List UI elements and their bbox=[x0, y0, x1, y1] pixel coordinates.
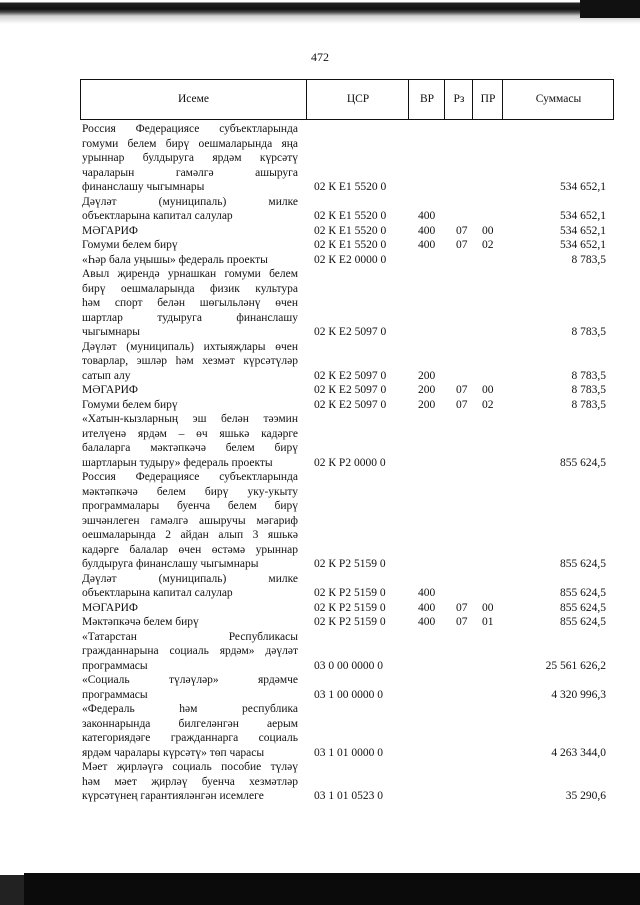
row-name-line: «Хатын-кызларның эш белән тәэмин bbox=[82, 413, 298, 425]
row-name-line: Дәүләт (муниципаль) милке bbox=[82, 195, 298, 208]
row-name-line: товарлар, эшләр һәм хезмәт күрсәтүләр bbox=[82, 355, 298, 367]
row-csr: 02 К Е2 5097 0 bbox=[314, 384, 387, 396]
row-name-line: объектларына капитал салулар bbox=[82, 210, 233, 222]
row-name-line: МӘГАРИФ bbox=[82, 384, 139, 396]
row-name-line: Россия Федерациясе субъектларында bbox=[82, 123, 298, 135]
row-sum: 4 320 996,3 bbox=[551, 688, 606, 701]
row-name-line: объектларына капитал салулар bbox=[82, 587, 233, 599]
row-name bbox=[82, 760, 298, 804]
table-row bbox=[0, 470, 640, 572]
header-pr: ПР bbox=[472, 80, 503, 119]
row-csr: 03 1 01 0000 0 bbox=[314, 746, 383, 759]
row-sum: 534 652,1 bbox=[560, 239, 606, 251]
row-name bbox=[82, 702, 298, 760]
row-name-line: бирү оешмаларында физик культура bbox=[82, 282, 298, 295]
table-row bbox=[0, 253, 640, 268]
row-name bbox=[82, 267, 298, 340]
row-name-line: категориядәге гражданнарга социаль bbox=[82, 732, 298, 744]
row-name bbox=[82, 601, 298, 616]
row-csr: 02 К Р2 5159 0 bbox=[314, 558, 386, 570]
table-row bbox=[0, 630, 640, 674]
row-name-line: Дәүләт (муниципаль) милке bbox=[82, 572, 298, 585]
table-row bbox=[0, 601, 640, 616]
row-vr: 400 bbox=[418, 587, 436, 599]
row-name bbox=[82, 224, 298, 239]
header-vr: ВР bbox=[408, 80, 445, 119]
row-name-line: шартлар тудыруга финанслашу bbox=[82, 311, 298, 324]
row-name bbox=[82, 673, 298, 702]
row-name-line: программасы bbox=[82, 688, 148, 701]
row-name-line: һәм спорт белән шөгыльләнү өчен bbox=[82, 297, 298, 309]
row-name-line: гомуми белем бирү оешмаларында яңа bbox=[82, 137, 298, 150]
row-csr: 02 К Е2 5097 0 bbox=[314, 326, 387, 338]
table-row bbox=[0, 224, 640, 239]
row-vr: 400 bbox=[418, 239, 436, 251]
row-name-line: Гомуми белем бирү bbox=[82, 398, 178, 411]
row-rz: 07 bbox=[456, 616, 468, 628]
row-name-line: Гомуми белем бирү bbox=[82, 239, 178, 251]
row-csr: 02 К Р2 5159 0 bbox=[314, 587, 386, 599]
row-csr: 02 К Е2 5097 0 bbox=[314, 369, 387, 382]
row-vr: 400 bbox=[418, 601, 436, 614]
row-rz: 07 bbox=[456, 398, 468, 411]
row-name-line: финанслашу чыгымнары bbox=[82, 181, 205, 193]
table-row bbox=[0, 383, 640, 398]
row-csr: 02 К Р2 5159 0 bbox=[314, 616, 386, 628]
row-name-line: Россия Федерациясе субъектларында bbox=[82, 471, 298, 483]
row-pr: 00 bbox=[482, 224, 494, 237]
row-sum: 855 624,5 bbox=[560, 456, 606, 469]
header-name: Исеме bbox=[177, 93, 210, 105]
row-name-line: МӘГАРИФ bbox=[82, 224, 139, 237]
row-name-line: чыгымнары bbox=[82, 326, 140, 338]
row-name-line: урыннар булдыруга ярдәм күрсәтү bbox=[82, 152, 298, 164]
row-sum: 534 652,1 bbox=[560, 224, 606, 237]
row-name-line: «Татарстан Республикасы bbox=[82, 630, 298, 643]
row-csr: 02 К Е1 5520 0 bbox=[314, 181, 387, 193]
row-sum: 8 783,5 bbox=[571, 253, 606, 266]
row-name bbox=[82, 630, 298, 674]
row-vr: 200 bbox=[418, 369, 436, 382]
row-name bbox=[82, 238, 298, 253]
scan-edge-top-right bbox=[580, 0, 640, 18]
table-header bbox=[80, 79, 614, 120]
row-name bbox=[82, 398, 298, 413]
row-name-line: Мәет җирләүгә социаль пособие түләү bbox=[82, 761, 298, 773]
row-sum: 855 624,5 bbox=[560, 616, 606, 628]
row-name bbox=[82, 383, 298, 398]
header-rz: Рз bbox=[444, 80, 473, 119]
row-vr: 200 bbox=[418, 384, 436, 396]
row-vr: 400 bbox=[418, 210, 436, 222]
table-row bbox=[0, 412, 640, 470]
row-sum: 8 783,5 bbox=[571, 326, 606, 338]
row-name-line: оешмаларында 2 айдан алып 3 яшькә bbox=[82, 529, 298, 541]
row-sum: 855 624,5 bbox=[560, 587, 606, 599]
row-name-line: һәм мәет җирләү буенча хезмәтләр bbox=[82, 775, 298, 788]
row-name-line: чараларын гамәлгә ашыруга bbox=[82, 166, 298, 179]
row-rz: 07 bbox=[456, 384, 468, 396]
page-number: 472 bbox=[311, 50, 329, 64]
row-vr: 400 bbox=[418, 224, 436, 237]
row-name bbox=[82, 122, 298, 195]
scan-edge-bottom bbox=[24, 873, 640, 905]
header-sum: Суммасы bbox=[502, 80, 614, 119]
row-name-line: кадәрге балалар өчен өстәмә урыннар bbox=[82, 543, 298, 556]
row-vr: 200 bbox=[418, 398, 436, 411]
row-pr: 02 bbox=[482, 398, 494, 411]
row-name-line: МӘГАРИФ bbox=[82, 601, 139, 614]
row-rz: 07 bbox=[456, 239, 468, 251]
row-sum: 534 652,1 bbox=[560, 181, 606, 193]
row-csr: 02 К Е1 5520 0 bbox=[314, 239, 387, 251]
table-row bbox=[0, 267, 640, 340]
row-csr: 02 К Е2 5097 0 bbox=[314, 398, 387, 411]
row-csr: 03 1 01 0523 0 bbox=[314, 790, 383, 802]
row-name-line: ярдәм чаралары күрсәтү» төп чарасы bbox=[82, 746, 265, 759]
row-csr: 02 К Е2 0000 0 bbox=[314, 253, 387, 266]
table-row bbox=[0, 195, 640, 224]
row-name bbox=[82, 572, 298, 601]
row-name bbox=[82, 340, 298, 384]
table-row bbox=[0, 572, 640, 601]
table-row bbox=[0, 673, 640, 702]
row-name-line: Дәүләт (муниципаль) ихтыяҗлары өчен bbox=[82, 340, 298, 353]
row-csr: 02 К Е1 5520 0 bbox=[314, 224, 387, 237]
row-name-line: программалары буенча белем бирү bbox=[82, 500, 298, 512]
row-pr: 02 bbox=[482, 239, 494, 251]
row-rz: 07 bbox=[456, 224, 468, 237]
row-pr: 01 bbox=[482, 616, 494, 628]
row-name-line: шартларын тудыру» федераль проекты bbox=[82, 456, 273, 469]
row-name-line: Авыл җирендә урнашкан гомуми белем bbox=[82, 268, 298, 280]
row-name-line: гражданнарына социаль ярдәм» дәүләт bbox=[82, 645, 298, 657]
row-pr: 00 bbox=[482, 384, 494, 396]
row-sum: 8 783,5 bbox=[571, 369, 606, 382]
row-csr: 03 0 00 0000 0 bbox=[314, 659, 383, 672]
row-name-line: «Федераль һәм республика bbox=[82, 703, 298, 715]
table-row bbox=[0, 702, 640, 760]
row-sum: 534 652,1 bbox=[560, 210, 606, 222]
row-csr: 02 К Р2 5159 0 bbox=[314, 601, 386, 614]
row-name bbox=[82, 253, 298, 268]
row-vr: 400 bbox=[418, 616, 436, 628]
row-name-line: булдыруга финанслашу чыгымнары bbox=[82, 558, 259, 570]
row-csr: 02 К Е1 5520 0 bbox=[314, 210, 387, 222]
row-sum: 8 783,5 bbox=[571, 398, 606, 411]
row-sum: 35 290,6 bbox=[565, 790, 606, 802]
row-name-line: мәктәпкәчә белем бирү уку-укыту bbox=[82, 485, 298, 498]
row-pr: 00 bbox=[482, 601, 494, 614]
row-name-line: «Һәр бала уңышы» федераль проекты bbox=[82, 253, 268, 266]
row-name-line: балаларга мәктәпкәчә белем бирү bbox=[82, 442, 298, 454]
row-name bbox=[82, 412, 298, 470]
row-name-line: ителүенә ярдәм – өч яшькә кадәрге bbox=[82, 427, 298, 440]
row-name-line: Мәктәпкәчә белем бирү bbox=[82, 616, 199, 628]
row-name-line: законнарында билгеләнгән аерым bbox=[82, 717, 298, 730]
row-name-line: программасы bbox=[82, 659, 148, 672]
row-name bbox=[82, 470, 298, 572]
table-row bbox=[0, 760, 640, 804]
row-name bbox=[82, 195, 298, 224]
table-row bbox=[0, 398, 640, 413]
row-name-line: күрсәтүнең гарантияләнгән исемлеге bbox=[82, 790, 264, 802]
row-name-line: эшчәнлеген гамәлгә ашыручы мәгариф bbox=[82, 514, 298, 527]
scan-edge-top bbox=[0, 0, 640, 24]
row-csr: 02 К Р2 0000 0 bbox=[314, 456, 386, 469]
row-sum: 25 561 626,2 bbox=[545, 659, 606, 672]
header-csr: ЦСР bbox=[306, 80, 409, 119]
row-rz: 07 bbox=[456, 601, 468, 614]
row-name-line: «Социаль түләүләр» ярдәмче bbox=[82, 674, 298, 686]
row-sum: 4 263 344,0 bbox=[551, 746, 606, 759]
row-csr: 03 1 00 0000 0 bbox=[314, 688, 383, 701]
table-row bbox=[0, 238, 640, 253]
row-sum: 855 624,5 bbox=[560, 601, 606, 614]
row-sum: 8 783,5 bbox=[571, 384, 606, 396]
row-name-line: сатып алу bbox=[82, 369, 131, 382]
table-row bbox=[0, 615, 640, 630]
row-sum: 855 624,5 bbox=[560, 558, 606, 570]
table-row bbox=[0, 122, 640, 195]
row-name bbox=[82, 615, 298, 630]
table-row bbox=[0, 340, 640, 384]
